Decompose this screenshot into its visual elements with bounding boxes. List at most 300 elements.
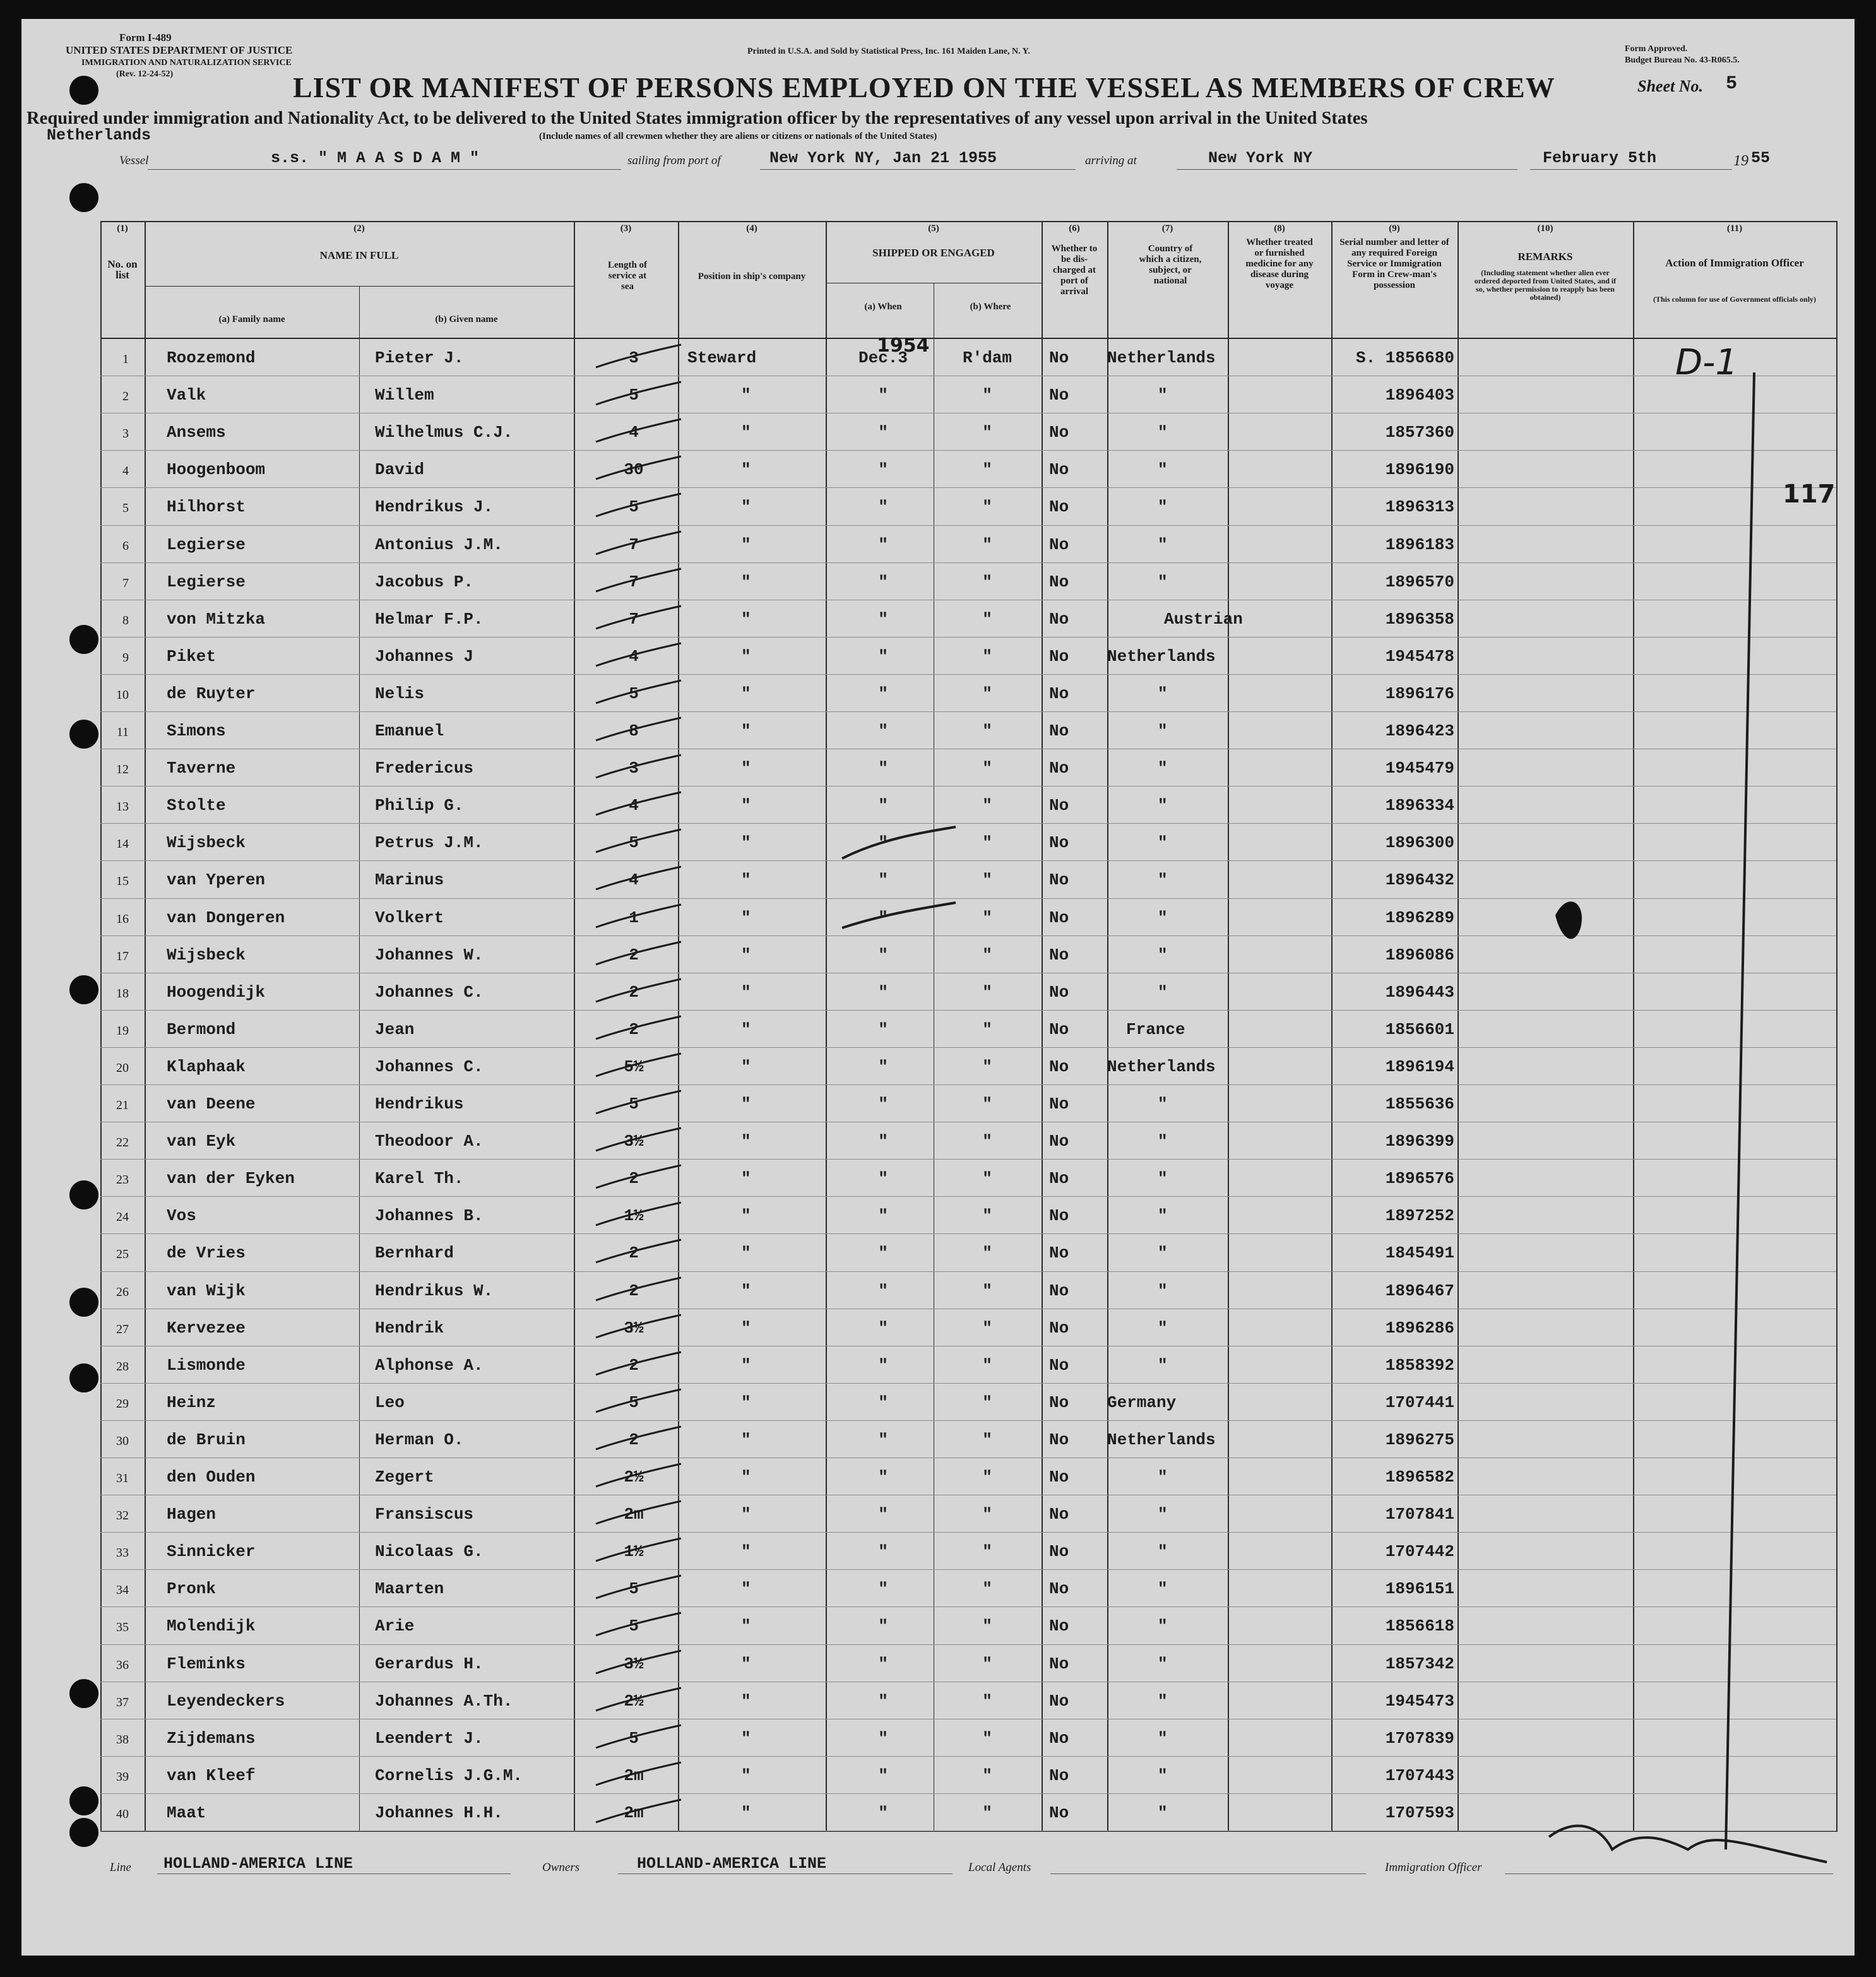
cell-when: " [878, 609, 888, 629]
cell-discharged: No [1049, 945, 1069, 965]
service-name: IMMIGRATION AND NATURALIZATION SERVICE [81, 58, 292, 68]
cell-family: van Deene [167, 1095, 256, 1113]
col-8-header: Whether treated or furnished medicine for any disease during voyage [1245, 237, 1314, 290]
cell-serial: 1707839 [1385, 1728, 1454, 1748]
cell-when: " [878, 759, 888, 778]
cell-discharged: No [1049, 1281, 1069, 1300]
cell-position: " [741, 1355, 751, 1375]
cell-service: 2 [629, 945, 639, 965]
row-number: 11 [116, 725, 129, 739]
cell-family: Lismonde [167, 1355, 246, 1375]
cell-given: Nelis [375, 684, 425, 703]
cell-discharged: No [1049, 1057, 1069, 1076]
cell-service: 7 [629, 609, 639, 629]
line-label: Line [110, 1861, 131, 1874]
row-number: 1 [122, 352, 129, 366]
cell-discharged: No [1049, 833, 1069, 853]
cell-position: " [741, 833, 751, 853]
row-number: 20 [116, 1060, 129, 1075]
cell-position: " [741, 1617, 751, 1636]
cell-when: " [878, 497, 888, 517]
col-2a-header: (a) Family name [218, 314, 285, 324]
cell-family: Leyendeckers [167, 1691, 285, 1711]
cell-country: " [1158, 982, 1168, 1002]
col-10-number: (10) [1537, 223, 1553, 234]
cell-position: " [741, 1766, 751, 1785]
row-number: 34 [116, 1583, 129, 1598]
row-number: 7 [122, 576, 129, 590]
cell-where: " [982, 572, 992, 591]
cell-serial: 1896570 [1385, 572, 1454, 591]
cell-where: " [982, 535, 992, 554]
cell-country: " [1158, 1654, 1168, 1673]
row-number: 21 [116, 1098, 129, 1112]
binder-hole [69, 1363, 98, 1392]
cell-service: 3½ [624, 1132, 644, 1151]
col-2b-header: (b) Given name [435, 314, 498, 324]
cell-discharged: No [1049, 1132, 1069, 1151]
cell-given: Herman O. [375, 1430, 464, 1449]
cell-country: " [1158, 1579, 1168, 1599]
cell-where: " [982, 609, 992, 629]
handwritten-count: 117 [1783, 480, 1836, 509]
cell-given: Gerardus H. [375, 1654, 484, 1673]
cell-where: " [982, 1542, 992, 1562]
cell-given: Johannes J [375, 646, 474, 666]
cell-service: 8 [629, 721, 639, 740]
cell-country: " [1158, 1244, 1168, 1263]
row-number: 13 [116, 800, 129, 814]
cell-country: " [1158, 833, 1168, 853]
arriving-at-port: New York NY [1208, 149, 1313, 167]
cell-given: Petrus J.M. [375, 833, 484, 853]
cell-serial: 1896334 [1385, 796, 1454, 816]
row-number: 40 [116, 1807, 129, 1821]
cell-country: " [1158, 796, 1168, 816]
binder-hole [69, 975, 98, 1004]
cell-given: Marinus [375, 870, 444, 890]
cell-serial: 1945479 [1385, 759, 1454, 778]
cell-where: " [982, 1691, 992, 1711]
col-5-header: SHIPPED OR ENGAGED [872, 247, 995, 259]
cell-when: " [878, 572, 888, 591]
cell-service: 5½ [624, 1057, 644, 1076]
cell-family: Hilhorst [167, 497, 246, 517]
cell-discharged: No [1049, 1206, 1069, 1226]
cell-position: " [741, 1654, 751, 1673]
row-number: 33 [116, 1546, 129, 1560]
cell-given: Philip G. [375, 796, 464, 816]
cell-when: " [878, 1728, 888, 1748]
cell-when: " [878, 1392, 888, 1412]
cell-family: van Wijk [167, 1281, 246, 1300]
cell-where: " [982, 646, 992, 666]
cell-where: " [982, 423, 992, 442]
cell-country: " [1158, 1095, 1168, 1113]
cell-discharged: No [1049, 423, 1069, 442]
cell-serial: 1707441 [1385, 1392, 1454, 1412]
cell-serial: 1945473 [1385, 1691, 1454, 1711]
cell-position: " [741, 1803, 751, 1822]
cell-serial: 1707443 [1385, 1766, 1454, 1785]
cell-given: Arie [375, 1617, 415, 1636]
cell-serial: 1896399 [1385, 1132, 1454, 1151]
cell-serial: S. 1856680 [1355, 348, 1454, 367]
cell-given: Hendrikus [375, 1095, 464, 1113]
cell-given: Johannes H.H. [375, 1803, 503, 1822]
cell-family: van der Eyken [167, 1169, 295, 1189]
cell-serial: 1896432 [1385, 870, 1454, 890]
cell-when: " [878, 1244, 888, 1263]
col-11-note: (This column for use of Government officials only) [1653, 295, 1817, 304]
cell-country: " [1158, 908, 1168, 927]
cell-when: " [878, 535, 888, 554]
cell-country: Netherlands [1107, 1430, 1216, 1449]
row-number: 31 [116, 1471, 129, 1485]
binder-hole [69, 1786, 98, 1815]
cell-position: " [741, 721, 751, 740]
cell-discharged: No [1049, 460, 1069, 480]
cell-discharged: No [1049, 1542, 1069, 1562]
cell-family: Molendijk [167, 1617, 256, 1636]
cell-where: " [982, 1206, 992, 1226]
cell-position: " [741, 1095, 751, 1113]
cell-when: " [878, 1579, 888, 1599]
cell-family: Wijsbeck [167, 945, 246, 965]
cell-where: " [982, 945, 992, 965]
cell-serial: 1857360 [1385, 423, 1454, 442]
cell-country: Austrian [1164, 609, 1243, 629]
cell-family: de Bruin [167, 1430, 246, 1449]
cell-discharged: No [1049, 646, 1069, 666]
cell-serial: 1856601 [1385, 1019, 1454, 1039]
cell-family: de Vries [167, 1244, 246, 1263]
cell-given: Volkert [375, 908, 444, 927]
cell-when: " [878, 721, 888, 740]
cell-where: " [982, 908, 992, 927]
sheet-number-label: Sheet No. [1637, 77, 1703, 95]
cell-family: Legierse [167, 535, 246, 554]
binder-hole [69, 720, 98, 749]
row-number: 16 [116, 911, 129, 926]
cell-service: 2m [624, 1505, 644, 1524]
col-10-header: REMARKS [1517, 251, 1573, 263]
cell-given: Johannes C. [375, 982, 484, 1002]
cell-discharged: No [1049, 497, 1069, 517]
row-number: 39 [116, 1769, 129, 1784]
cell-service: 5 [629, 1392, 639, 1412]
col-5b-header: (b) Where [970, 302, 1011, 312]
cell-when: " [878, 1766, 888, 1785]
cell-when: " [878, 460, 888, 480]
col-3-header: Length of service at sea [607, 260, 648, 292]
cell-family: Klaphaak [167, 1057, 246, 1076]
col-1-number: (1) [117, 223, 128, 234]
cell-country: Germany [1107, 1392, 1177, 1412]
cell-where: " [982, 1318, 992, 1338]
cell-discharged: No [1049, 759, 1069, 778]
cell-family: Stolte [167, 796, 226, 816]
binder-hole [69, 76, 98, 105]
cell-where: " [982, 386, 992, 405]
cell-where: R'dam [962, 348, 1012, 367]
cell-serial: 1896300 [1385, 833, 1454, 853]
cell-serial: 1897252 [1385, 1206, 1454, 1226]
cell-family: Fleminks [167, 1654, 246, 1673]
cell-given: Helmar F.P. [375, 609, 484, 629]
row-number: 9 [122, 650, 129, 665]
cell-discharged: No [1049, 684, 1069, 703]
cell-when: " [878, 1095, 888, 1113]
row-number: 23 [116, 1173, 129, 1187]
cell-position: " [741, 684, 751, 703]
cell-country: " [1158, 572, 1168, 591]
cell-country: " [1158, 759, 1168, 778]
cell-service: 5 [629, 497, 639, 517]
cell-where: " [982, 497, 992, 517]
cell-country: " [1158, 1505, 1168, 1524]
cell-discharged: No [1049, 1766, 1069, 1785]
cell-when: " [878, 1019, 888, 1039]
cell-country: " [1158, 460, 1168, 480]
cell-country: " [1158, 535, 1168, 554]
cell-discharged: No [1049, 1579, 1069, 1599]
cell-service: 2 [629, 1355, 639, 1375]
cell-given: Cornelis J.G.M. [375, 1766, 523, 1785]
cell-country: " [1158, 1132, 1168, 1151]
cell-when: " [878, 945, 888, 965]
cell-position: " [741, 1169, 751, 1189]
cell-family: Simons [167, 721, 226, 740]
cell-serial: 1845491 [1385, 1244, 1454, 1263]
cell-service: 2 [629, 1019, 639, 1039]
cell-where: " [982, 759, 992, 778]
cell-family: Hoogendijk [167, 982, 266, 1002]
col-11-header: Action of Immigration Officer [1665, 257, 1804, 269]
arriving-at-label: arriving at [1085, 154, 1137, 167]
col-2-header: NAME IN FULL [319, 249, 399, 261]
cell-where: " [982, 833, 992, 853]
cell-when: " [878, 423, 888, 442]
cell-given: Karel Th. [375, 1169, 464, 1189]
form-revision: (Rev. 12-24-52) [116, 69, 174, 79]
row-number: 10 [116, 687, 129, 702]
cell-country: France [1126, 1019, 1185, 1039]
cell-serial: 1896275 [1385, 1430, 1454, 1449]
col-8-number: (8) [1274, 223, 1285, 234]
cell-where: " [982, 1468, 992, 1487]
cell-given: Hendrikus W. [375, 1281, 494, 1300]
row-number: 14 [116, 837, 129, 852]
cell-where: " [982, 1617, 992, 1636]
cell-given: Zegert [375, 1468, 434, 1487]
col-5a-header: (a) When [864, 302, 902, 312]
cell-when: " [878, 1654, 888, 1673]
local-agents-label: Local Agents [968, 1861, 1031, 1874]
cell-where: " [982, 460, 992, 480]
cell-family: van Dongeren [167, 908, 285, 927]
col-1-header: No. on list [107, 258, 138, 281]
cell-discharged: No [1049, 1728, 1069, 1748]
cell-discharged: No [1049, 1468, 1069, 1487]
cell-position: " [741, 1468, 751, 1487]
cell-country: " [1158, 1468, 1168, 1487]
cell-discharged: No [1049, 572, 1069, 591]
cell-family: Legierse [167, 572, 246, 591]
cell-country: " [1158, 1803, 1168, 1822]
binder-hole [69, 1288, 98, 1317]
cell-where: " [982, 684, 992, 703]
manifest-subtitle: Required under immigration and Nationality Act, to be delivered to the United States immigration officer by the representatives of any vessel upon arrival in the United States [27, 109, 1368, 128]
row-number: 19 [116, 1023, 129, 1038]
row-number: 25 [116, 1247, 129, 1262]
cell-serial: 1896358 [1385, 609, 1454, 629]
cell-when: " [878, 833, 888, 853]
cell-discharged: No [1049, 796, 1069, 816]
cell-discharged: No [1049, 1169, 1069, 1189]
cell-when: " [878, 1505, 888, 1524]
cell-position: " [741, 1430, 751, 1449]
col-7-number: (7) [1161, 223, 1173, 234]
cell-discharged: No [1049, 1095, 1069, 1113]
cell-when: " [878, 1057, 888, 1076]
cell-given: Alphonse A. [375, 1355, 484, 1375]
cell-serial: 1896423 [1385, 721, 1454, 740]
cell-discharged: No [1049, 1505, 1069, 1524]
cell-family: Hoogenboom [167, 460, 266, 480]
cell-discharged: No [1049, 982, 1069, 1002]
cell-where: " [982, 1132, 992, 1151]
cell-serial: 1896576 [1385, 1169, 1454, 1189]
cell-position: " [741, 1206, 751, 1226]
cell-position: " [741, 908, 751, 927]
cell-discharged: No [1049, 1318, 1069, 1338]
cell-position: " [741, 1281, 751, 1300]
cell-given: Johannes B. [375, 1206, 484, 1226]
cell-family: de Ruyter [167, 684, 256, 703]
cell-given: Johannes C. [375, 1057, 484, 1076]
cell-given: Jean [375, 1019, 415, 1039]
manifest-sheet [21, 19, 1855, 1956]
cell-given: Jacobus P. [375, 572, 474, 591]
cell-when: " [878, 684, 888, 703]
cell-discharged: No [1049, 1617, 1069, 1636]
cell-position: " [741, 1132, 751, 1151]
cell-position: " [741, 796, 751, 816]
cell-position: " [741, 460, 751, 480]
cell-service: 2m [624, 1766, 644, 1785]
cell-country: " [1158, 684, 1168, 703]
cell-service: 5 [629, 386, 639, 405]
shipping-line: HOLLAND-AMERICA LINE [163, 1855, 353, 1873]
cell-service: 2½ [624, 1691, 644, 1711]
cell-position: " [741, 1057, 751, 1076]
cell-discharged: No [1049, 908, 1069, 927]
cell-where: " [982, 982, 992, 1002]
cell-where: " [982, 1057, 992, 1076]
cell-position: " [741, 535, 751, 554]
cell-position: " [741, 1579, 751, 1599]
cell-discharged: No [1049, 1430, 1069, 1449]
cell-service: 1½ [624, 1542, 644, 1562]
sailing-from-label: sailing from port of [627, 154, 721, 167]
cell-country: " [1158, 386, 1168, 405]
cell-service: 5 [629, 833, 639, 853]
cell-discharged: No [1049, 348, 1069, 367]
cell-discharged: No [1049, 1019, 1069, 1039]
col-11-number: (11) [1726, 223, 1743, 234]
col-10-note: (Including statement whether alien ever ordered deported from United States, and if so, whether permission to reapply has been obtained) [1474, 268, 1617, 302]
cell-serial: 1896190 [1385, 460, 1454, 480]
pen-marks [21, 19, 1855, 1956]
row-number: 5 [122, 501, 129, 516]
cell-family: Ansems [167, 423, 226, 442]
row-number: 30 [116, 1434, 129, 1448]
cell-country: " [1158, 870, 1168, 890]
cell-serial: 1896086 [1385, 945, 1454, 965]
cell-when: " [878, 1318, 888, 1338]
cell-given: Wilhelmus C.J. [375, 423, 513, 442]
cell-position: " [741, 1392, 751, 1412]
cell-serial: 1896194 [1385, 1057, 1454, 1076]
cell-family: Kervezee [167, 1318, 246, 1338]
cell-where: " [982, 721, 992, 740]
binder-hole [69, 1818, 98, 1847]
cell-service: 4 [629, 423, 639, 442]
cell-where: " [982, 1392, 992, 1412]
cell-discharged: No [1049, 535, 1069, 554]
cell-serial: 1945478 [1385, 646, 1454, 666]
cell-where: " [982, 1244, 992, 1263]
cell-serial: 1896467 [1385, 1281, 1454, 1300]
cell-where: " [982, 1095, 992, 1113]
cell-serial: 1707841 [1385, 1505, 1454, 1524]
row-number: 17 [116, 949, 129, 963]
cell-when: " [878, 908, 888, 927]
cell-serial: 1896313 [1385, 497, 1454, 517]
cell-where: " [982, 1579, 992, 1599]
cell-discharged: No [1049, 1654, 1069, 1673]
binder-hole [69, 183, 98, 212]
cell-family: van Yperen [167, 870, 266, 890]
cell-given: Willem [375, 386, 434, 405]
owners-label: Owners [542, 1861, 580, 1874]
row-number: 4 [122, 464, 129, 478]
cell-given: Hendrik [375, 1318, 444, 1338]
cell-country: " [1158, 1728, 1168, 1748]
cell-when: " [878, 386, 888, 405]
cell-when: " [878, 1132, 888, 1151]
arrival-year: 55 [1751, 149, 1771, 167]
cell-given: Bernhard [375, 1244, 454, 1263]
printer-note: Printed in U.S.A. and Sold by Statistical Press, Inc. 161 Maiden Lane, N. Y. [747, 47, 1030, 56]
owners: HOLLAND-AMERICA LINE [637, 1855, 827, 1873]
cell-service: 5 [629, 1617, 639, 1636]
cell-when: " [878, 1803, 888, 1822]
row-number: 18 [116, 986, 129, 1000]
cell-position: " [741, 1318, 751, 1338]
cell-serial: 1896403 [1385, 386, 1454, 405]
row-number: 24 [116, 1210, 129, 1225]
cell-where: " [982, 1803, 992, 1822]
cell-when: " [878, 982, 888, 1002]
cell-position: " [741, 945, 751, 965]
cell-service: 4 [629, 870, 639, 890]
vessel-flag: Netherlands [47, 126, 151, 145]
cell-serial: 1896582 [1385, 1468, 1454, 1487]
arrival-date: February 5th [1543, 149, 1657, 167]
cell-when: " [878, 1281, 888, 1300]
